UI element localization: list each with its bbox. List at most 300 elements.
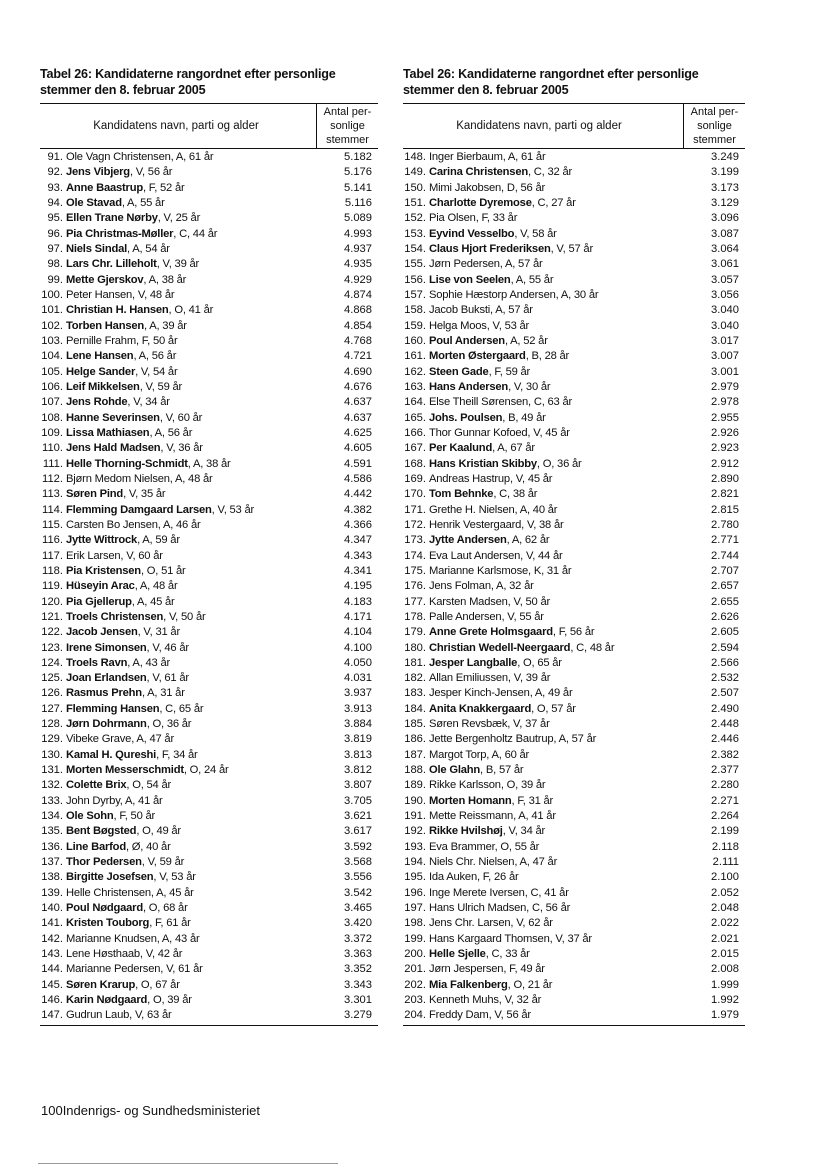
party-age: , V, 62 år [510, 917, 553, 930]
table-row [403, 487, 745, 502]
candidate-cell [429, 549, 687, 564]
candidate-name: Bent Bøgsted [66, 825, 137, 838]
candidate-name: Pia Kristensen [66, 564, 141, 577]
vote-count: 2.780 [711, 518, 739, 531]
vote-count: 2.655 [711, 595, 739, 608]
candidate-name: Jette Bergenholtz Bautrup [429, 733, 554, 746]
rank-number: 152. [404, 212, 426, 225]
vote-count: 3.807 [344, 779, 372, 792]
rank-number: 134. [41, 810, 63, 823]
rank-number: 141. [41, 917, 63, 930]
party-age: , V, 50 år [507, 595, 551, 608]
party-age: , V, 30 år [508, 380, 551, 393]
table-row [403, 380, 745, 395]
table-row [40, 411, 378, 426]
table-row [403, 625, 745, 640]
party-age: , A, 52 år [504, 334, 548, 347]
table-row [40, 487, 378, 502]
party-age: , O, 68 år [142, 902, 188, 915]
candidate-name: Poul Andersen [429, 334, 505, 347]
candidate-cell [429, 993, 687, 1008]
rank-number: 203. [404, 994, 426, 1007]
candidate-cell [66, 901, 320, 916]
vote-count: 3.301 [344, 994, 372, 1007]
rank-number: 201. [404, 963, 426, 976]
candidate-name: Marianne Knudsen [66, 932, 157, 945]
candidate-name: Marianne Karlsmose [429, 564, 528, 577]
candidate-name: Helle Christensen [66, 886, 151, 899]
candidate-cell [429, 334, 687, 349]
candidate-cell [429, 886, 687, 901]
table-row [40, 717, 378, 732]
candidate-name: Anne Baastrup [66, 181, 143, 194]
rank-number: 199. [404, 932, 426, 945]
rank-number: 122. [41, 626, 63, 639]
candidate-cell [66, 641, 320, 656]
rank-number: 143. [41, 948, 63, 961]
table-row [40, 395, 378, 410]
candidate-name: Leif Mikkelsen [66, 380, 140, 393]
table-row [403, 196, 745, 211]
party-age: , A, 62 år [506, 534, 550, 547]
candidate-cell [429, 625, 687, 640]
rank-number: 148. [404, 151, 426, 163]
table-header [403, 103, 745, 149]
party-age: , A, 39 år [144, 319, 187, 332]
candidate-name: Irene Simonsen [66, 641, 147, 654]
party-age: , V, 45 år [509, 472, 553, 485]
vote-count: 3.372 [344, 932, 372, 945]
rank-number: 112. [42, 472, 63, 485]
vote-count: 2.280 [711, 779, 739, 792]
party-age: , V, 55 år [501, 610, 544, 623]
candidate-cell [66, 181, 320, 196]
candidate-name: Mimi Jakobsen [429, 181, 502, 194]
rank-number: 126. [41, 687, 63, 700]
candidate-cell [66, 748, 320, 763]
table-row [403, 349, 745, 364]
party-age: , A, 41 år [513, 810, 556, 823]
vote-count: 3.352 [344, 963, 372, 976]
candidate-name: Lissa Mathiasen [66, 426, 150, 439]
party-age: , C, 32 år [527, 166, 572, 179]
rank-number: 99. [47, 273, 63, 286]
table-row [40, 579, 378, 594]
party-age: , V, 57 år [550, 242, 593, 255]
candidate-cell [66, 625, 320, 640]
candidate-name: Jørn Pedersen [429, 258, 500, 271]
vote-count: 2.271 [711, 794, 739, 807]
candidate-cell [66, 457, 320, 472]
table-row [40, 702, 378, 717]
rank-number: 113. [42, 488, 63, 501]
candidate-name: Per Kaalund [429, 442, 493, 455]
candidate-cell [429, 732, 687, 747]
rank-number: 103. [41, 334, 63, 347]
party-age: , V, 48 år [132, 288, 175, 301]
party-age: , A, 60 år [486, 748, 530, 761]
rank-number: 161. [404, 350, 426, 363]
candidate-cell [66, 165, 320, 180]
candidate-cell [429, 794, 687, 809]
vote-count: 3.173 [711, 181, 739, 194]
vote-count: 4.442 [344, 488, 372, 501]
candidate-name: Søren Revsbæk [429, 718, 508, 731]
party-age: , V, 38 år [521, 518, 564, 531]
party-age: , A, 47 år [131, 733, 174, 746]
party-age: , V, 39 år [156, 258, 200, 271]
party-age: , A, 41 år [119, 794, 163, 807]
rank-number: 116. [42, 534, 63, 547]
vote-count: 2.815 [711, 503, 739, 516]
rank-number: 163. [404, 380, 426, 393]
vote-count: 2.657 [711, 580, 739, 593]
candidate-name: Ole Stavad [66, 196, 122, 209]
table-row [40, 380, 378, 395]
candidate-cell [66, 395, 320, 410]
candidate-name: Carsten Bo Jensen [66, 518, 158, 531]
table-row [403, 411, 745, 426]
party-age: , O, 39 år [147, 994, 192, 1007]
candidate-name: Søren Pind [66, 488, 124, 501]
vote-count: 4.874 [344, 288, 372, 301]
rank-number: 92. [47, 166, 63, 179]
candidate-cell [429, 349, 687, 364]
party-age: , V, 44 år [520, 549, 563, 562]
table-row [40, 763, 378, 778]
vote-count: 5.116 [344, 196, 372, 209]
table-row [403, 472, 745, 487]
candidate-cell [429, 472, 687, 487]
vote-count: 2.118 [711, 840, 739, 853]
candidate-cell [429, 579, 687, 594]
candidate-cell [429, 426, 687, 441]
candidate-cell [429, 595, 687, 610]
table-row [403, 978, 745, 993]
vote-count: 2.446 [711, 733, 739, 746]
table-row [403, 288, 745, 303]
rank-number: 168. [404, 457, 426, 470]
candidate-cell [429, 242, 687, 257]
rank-number: 159. [404, 319, 426, 332]
rank-number: 95. [47, 212, 63, 225]
party-age: , C, 27 år [531, 196, 576, 209]
table-row [403, 395, 745, 410]
party-age: , V, 45 år [527, 426, 570, 439]
table-row [40, 732, 378, 747]
party-age: , O, 49 år [136, 825, 181, 838]
party-age: , V, 61 år [160, 963, 203, 976]
vote-count: 2.048 [711, 902, 739, 915]
party-age: , O, 21 år [507, 978, 553, 991]
candidate-name: Jens Hald Madsen [66, 442, 161, 455]
table-row [40, 794, 378, 809]
table-row [40, 533, 378, 548]
candidate-name: Jytte Wittrock [66, 534, 138, 547]
vote-count: 2.744 [711, 549, 739, 562]
candidate-cell [66, 549, 320, 564]
party-age: , V, 60 år [120, 549, 163, 562]
candidate-name: Troels Christensen [66, 610, 164, 623]
table-row [403, 809, 745, 824]
rank-number: 196. [404, 886, 426, 899]
party-age: , A, 55 år [121, 196, 165, 209]
candidate-cell [429, 932, 687, 947]
table-row [403, 211, 745, 226]
party-age: , A, 61 år [170, 151, 214, 163]
vote-count: 3.279 [344, 1009, 372, 1022]
candidate-cell [66, 365, 320, 380]
candidate-cell [66, 855, 320, 870]
party-age: , V, 53 år [153, 871, 196, 884]
candidate-name: Rikke Hvilshøj [429, 825, 503, 838]
candidate-name: Helle Sjelle [429, 948, 486, 961]
vote-count: 3.363 [344, 948, 372, 961]
candidate-name: Lene Høsthaab [66, 948, 140, 961]
party-age: , A, 56 år [133, 350, 177, 363]
candidate-name: Claus Hjort Frederiksen [429, 242, 551, 255]
candidate-name: Søren Krarup [66, 978, 136, 991]
candidate-cell [429, 503, 687, 518]
candidate-cell [429, 165, 687, 180]
vote-count: 3.420 [344, 917, 372, 930]
table-header [40, 103, 378, 149]
rank-number: 120. [41, 595, 63, 608]
candidate-cell [66, 503, 320, 518]
candidate-name: Carina Christensen [429, 166, 528, 179]
table-row [403, 503, 745, 518]
rank-number: 129. [41, 733, 63, 746]
candidate-name: Jacob Jensen [66, 626, 138, 639]
vote-count: 3.249 [711, 151, 739, 163]
candidate-name: Ole Sohn [66, 810, 114, 823]
rank-number: 155. [404, 258, 426, 271]
rank-number: 139. [41, 886, 63, 899]
vote-count: 3.064 [711, 242, 739, 255]
vote-count: 2.199 [711, 825, 739, 838]
table-row [40, 671, 378, 686]
candidate-cell [429, 748, 687, 763]
table-body [40, 150, 378, 1026]
party-age: , A, 57 år [553, 733, 597, 746]
candidate-cell [66, 319, 320, 334]
vote-count: 2.382 [711, 748, 739, 761]
candidate-cell [429, 457, 687, 472]
rank-number: 100. [41, 288, 63, 301]
vote-count: 2.490 [711, 702, 739, 715]
rank-number: 157. [404, 288, 426, 301]
vote-count: 4.993 [344, 227, 372, 240]
rank-number: 192. [404, 825, 426, 838]
table-row [40, 211, 378, 226]
rank-number: 169. [404, 472, 426, 485]
vote-count: 5.176 [344, 166, 372, 179]
table-row [40, 334, 378, 349]
vote-count: 3.542 [344, 886, 372, 899]
table-row [403, 686, 745, 701]
candidate-cell [66, 242, 320, 257]
party-age: , V, 56 år [488, 1009, 531, 1022]
candidate-cell [429, 303, 687, 318]
candidate-name: Vibeke Grave [66, 733, 132, 746]
party-age: , V, 46 år [146, 641, 189, 654]
candidate-name: Grethe H. Nielsen [429, 503, 515, 516]
candidate-cell [66, 349, 320, 364]
table-row [403, 150, 745, 165]
table-row [40, 242, 378, 257]
candidate-cell [66, 702, 320, 717]
table-row [40, 656, 378, 671]
vote-count: 4.366 [344, 518, 372, 531]
candidate-cell [66, 1008, 320, 1023]
party-age: , O, 65 år [517, 656, 562, 669]
vote-count: 3.040 [711, 304, 739, 317]
vote-count: 2.926 [711, 426, 739, 439]
vote-count: 2.626 [711, 610, 739, 623]
rank-number: 118. [42, 564, 63, 577]
vote-count: 3.017 [711, 334, 739, 347]
rank-number: 130. [41, 748, 63, 761]
party-age: , V, 35 år [123, 488, 166, 501]
table-row [40, 457, 378, 472]
party-age: , O, 36 år [536, 457, 582, 470]
party-age: , C, 63 år [528, 396, 573, 409]
party-age: , V, 37 år [549, 932, 592, 945]
party-age: , V, 59 år [141, 856, 185, 869]
party-age: , A, 47 år [514, 856, 558, 869]
candidate-name: Rikke Karlsson [429, 779, 501, 792]
candidate-cell [429, 196, 687, 211]
vote-count: 2.052 [711, 886, 739, 899]
vote-count: 3.096 [711, 212, 739, 225]
candidate-name: Jacob Buksti [429, 304, 491, 317]
rank-number: 137. [41, 856, 63, 869]
rank-number: 183. [404, 687, 426, 700]
vote-count: 3.129 [711, 196, 739, 209]
party-age: , A, 48 år [169, 472, 213, 485]
table-row [403, 947, 745, 962]
candidate-cell [66, 227, 320, 242]
page-footer: 100Indenrigs- og Sundhedsministeriet [41, 1103, 260, 1118]
party-age: , B, 57 år [480, 764, 524, 777]
rank-number: 149. [404, 166, 426, 179]
candidate-cell [429, 778, 687, 793]
party-age: , F, 52 år [142, 181, 185, 194]
table-row [40, 962, 378, 977]
vote-count: 4.868 [344, 304, 372, 317]
vote-count: 3.061 [711, 258, 739, 271]
table-title: Tabel 26: Kandidaterne rangordnet efter personlige stemmer den 8. februar 2005 [403, 67, 699, 97]
table-row [403, 181, 745, 196]
party-age: , F, 61 år [149, 917, 191, 930]
table-row [40, 472, 378, 487]
vote-count: 4.104 [344, 626, 372, 639]
candidate-name: Helge Sander [66, 365, 136, 378]
vote-count: 3.007 [711, 350, 739, 363]
candidate-name: Jens Folman [429, 580, 491, 593]
rank-number: 175. [404, 564, 426, 577]
party-age: , F, 34 år [156, 748, 198, 761]
vote-count: 4.937 [344, 242, 372, 255]
rank-number: 138. [41, 871, 63, 884]
candidate-name: Pia Olsen [429, 212, 476, 225]
rank-number: 146. [41, 994, 63, 1007]
candidate-name: Joan Erlandsen [66, 672, 147, 685]
candidate-cell [429, 855, 687, 870]
rank-number: 158. [404, 304, 426, 317]
candidate-name: Eva Brammer [429, 840, 495, 853]
party-age: , F, 50 år [135, 334, 178, 347]
candidate-name: Lene Hansen [66, 350, 134, 363]
candidate-cell [429, 150, 687, 165]
vote-count: 3.199 [711, 166, 739, 179]
vote-count: 4.854 [344, 319, 372, 332]
candidate-cell [429, 487, 687, 502]
rank-number: 156. [404, 273, 426, 286]
vote-count: 3.556 [344, 871, 372, 884]
vote-count: 4.929 [344, 273, 372, 286]
vote-count: 4.690 [344, 365, 372, 378]
candidate-cell [66, 257, 320, 272]
table-row [40, 947, 378, 962]
table-row [403, 426, 745, 441]
party-age: , A, 61 år [502, 151, 546, 163]
vote-count: 2.955 [711, 411, 739, 424]
rank-number: 151. [404, 196, 426, 209]
candidate-cell [429, 211, 687, 226]
votes-column-header: Antal per- sonlige stemmer [316, 104, 378, 148]
votes-column-header: Antal per- sonlige stemmer [683, 104, 745, 148]
candidate-name: Hanne Severinsen [66, 411, 160, 424]
rank-number: 128. [41, 718, 63, 731]
candidate-cell [66, 334, 320, 349]
candidate-name: Tom Behnke [429, 488, 494, 501]
table-row [403, 303, 745, 318]
candidate-name: Steen Gade [429, 365, 489, 378]
vote-count: 3.884 [344, 718, 372, 731]
candidate-cell [429, 1008, 687, 1023]
candidate-cell [66, 840, 320, 855]
candidate-cell [66, 686, 320, 701]
party-age: , C, 44 år [173, 227, 218, 240]
candidate-cell [429, 824, 687, 839]
rank-number: 145. [41, 978, 63, 991]
party-age: , V, 25 år [157, 212, 201, 225]
candidate-cell [66, 411, 320, 426]
rank-number: 147. [41, 1009, 63, 1022]
rank-number: 162. [404, 365, 426, 378]
rank-number: 198. [404, 917, 426, 930]
candidate-name: Freddy Dam [429, 1009, 489, 1022]
vote-count: 5.141 [344, 181, 372, 194]
candidate-cell [429, 564, 687, 579]
candidate-name: Ellen Trane Nørby [66, 212, 158, 225]
candidate-name: Flemming Damgaard Larsen [66, 503, 212, 516]
party-age: , A, 30 år [555, 288, 599, 301]
vote-count: 2.707 [711, 564, 739, 577]
candidate-cell [429, 686, 687, 701]
candidate-name: Mia Falkenberg [429, 978, 508, 991]
vote-count: 4.586 [344, 472, 372, 485]
party-age: , O, 51 år [140, 564, 186, 577]
candidate-name: Morten Homann [429, 794, 512, 807]
candidate-name: Karin Nødgaard [66, 994, 148, 1007]
table-row [40, 686, 378, 701]
party-age: , V, 42 år [139, 948, 183, 961]
table-row [40, 855, 378, 870]
vote-count: 2.566 [711, 656, 739, 669]
candidate-name: Jens Chr. Larsen [429, 917, 511, 930]
